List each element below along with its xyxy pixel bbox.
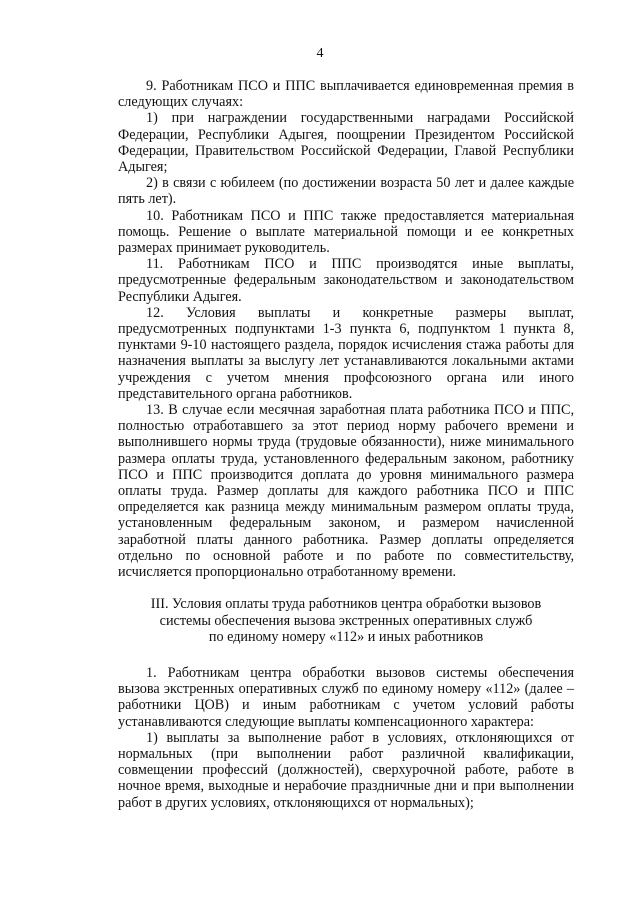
paragraph-9-item-1: 1) при награждении государственными наградами Российской Федерации, Республики Адыгея, поощрении Президентом Российской Федерации, Правительством Российской Федерации, Главой Республики Адыгея; — [118, 110, 574, 176]
paragraph-11: 11. Работникам ПСО и ППС производятся иные выплаты, предусмотренные федеральным законодательством и законодательством Республики Адыгея. — [118, 256, 574, 305]
paragraph-10: 10. Работникам ПСО и ППС также предоставляется материальная помощь. Решение о выплате материальной помощи и ее конкретных размерах принимает руководитель. — [118, 207, 574, 257]
page-number: 4 — [316, 46, 324, 61]
document-body — [118, 78, 574, 811]
section-heading-line-3: по единому номеру «112» и иных работников — [208, 628, 484, 645]
paragraph-9: 9. Работникам ПСО и ППС выплачивается единовременная премия в следующих случаях: — [118, 78, 574, 111]
section-paragraph-1-item-1: 1) выплаты за выполнение работ в условиях, отклоняющихся от нормальных (при выполнении работ различной квалификации, совмещении профессий (должностей), сверхурочной работе, работе в ночное время, выходные и нерабочие праздничные дни и при выполнении работ в других условиях, отклоняющихся от нормальных); — [118, 729, 574, 811]
paragraph-13: 13. В случае если месячная заработная плата работника ПСО и ППС, полностью отработавшего за этот период норму рабочего времени и выполнившего нормы труда (трудовые обязанности), ниже минимального размера оплаты труда, установленного федеральным законом, работнику ПСО и ППС производится доплата до уровня минимального размера оплаты труда. Размер доплаты для каждого работника ПСО и ППС определяется как разница между минимальным размером оплаты труда, установленным федеральным законом, и размером начисленной заработной платы данного работника. Размер доплаты определяется отдельно по основной работе и по работе по совместительству, исчисляется пропорционально отработанному времени. — [118, 402, 574, 581]
section-heading-line-2: системы обеспечения вызова экстренных оперативных служб — [159, 612, 533, 629]
paragraph-9-item-2: 2) в связи с юбилеем (по достижении возраста 50 лет и далее каждые пять лет). — [118, 175, 574, 208]
section-paragraph-1: 1. Работникам центра обработки вызовов системы обеспечения вызова экстренных оперативных служб по единому номеру «112» (далее – работники ЦОВ) и иным работникам с учетом условий работы устанавливаются следующие выплаты компенсационного характера: — [118, 664, 574, 730]
section-heading-line-1: III. Условия оплаты труда работников центра обработки вызовов — [150, 596, 542, 613]
paragraph-12: 12. Условия выплаты и конкретные размеры выплат, предусмотренных подпунктами 1-3 пункта 6, подпунктом 1 пункта 8, пунктами 9-10 настоящего раздела, порядок исчисления стажа работы для назначения выплаты за выслугу лет устанавливаются локальными актами учреждения с учетом мнения профсоюзного органа или иного представительного органа работников. — [118, 304, 574, 402]
section-heading — [118, 596, 574, 645]
